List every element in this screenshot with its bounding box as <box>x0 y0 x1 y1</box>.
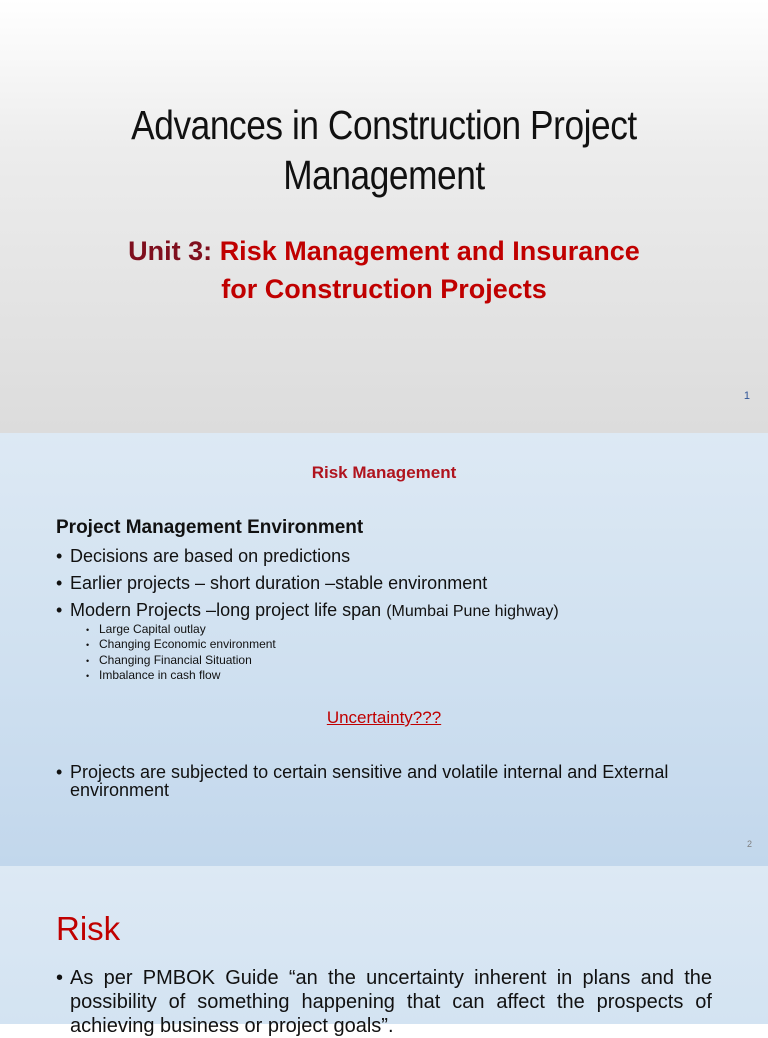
sub-bullet-item: • Changing Financial Situation <box>86 653 252 667</box>
risk-slide <box>0 866 768 1037</box>
bullet-icon: • <box>56 600 63 620</box>
risk-management-slide <box>0 433 768 866</box>
bullet-icon: • <box>86 640 90 650</box>
bullet-item: • Modern Projects –long project life span (Mumbai Pune highway) <box>56 600 559 620</box>
sub-bullet-item: • Changing Economic environment <box>86 637 276 651</box>
unit-subtitle-line2: for Construction Projects <box>221 274 547 304</box>
title-slide <box>0 0 768 433</box>
bullet-icon: • <box>86 656 90 666</box>
uncertainty-text: Uncertainty??? <box>326 708 442 727</box>
slide-title: Risk Management <box>311 463 457 482</box>
slide-title <box>54 100 714 200</box>
unit-subtitle <box>0 232 768 308</box>
sub-bullet-item: • Large Capital outlay <box>86 622 206 636</box>
bullet-item: • As per PMBOK Guide “an the uncertainty inherent in plans and the possibility of something happening that can affect the prospects of achieving business or project goals”. <box>56 967 712 1037</box>
sub-bullet-item: • Imbalance in cash flow <box>86 668 221 682</box>
bullet-icon: • <box>86 671 90 681</box>
bullet-icon: • <box>86 625 90 635</box>
unit-label: Unit 3: <box>128 236 213 266</box>
slide-number: 1 <box>743 390 750 402</box>
slide-title-line2: Management <box>283 152 485 198</box>
bullet-item: • Earlier projects – short duration –stable environment <box>56 573 488 593</box>
unit-subtitle-line1: Risk Management and Insurance <box>219 236 640 266</box>
bullet-icon: • <box>56 573 63 593</box>
bullet-icon: • <box>56 546 63 566</box>
bullet-icon: • <box>56 967 64 989</box>
bullet-note: (Mumbai Pune highway) <box>386 603 559 620</box>
slide-title: Risk <box>56 910 121 947</box>
slide-number: 2 <box>746 839 752 849</box>
bullet-item: • Projects are subjected to certain sensitive and volatile internal and External environment <box>56 762 669 800</box>
bullet-item: • Decisions are based on predictions <box>56 546 351 566</box>
section-heading: Project Management Environment <box>56 517 364 538</box>
slide-title-line1: Advances in Construction Project <box>131 102 637 148</box>
bullet-icon: • <box>56 762 63 782</box>
